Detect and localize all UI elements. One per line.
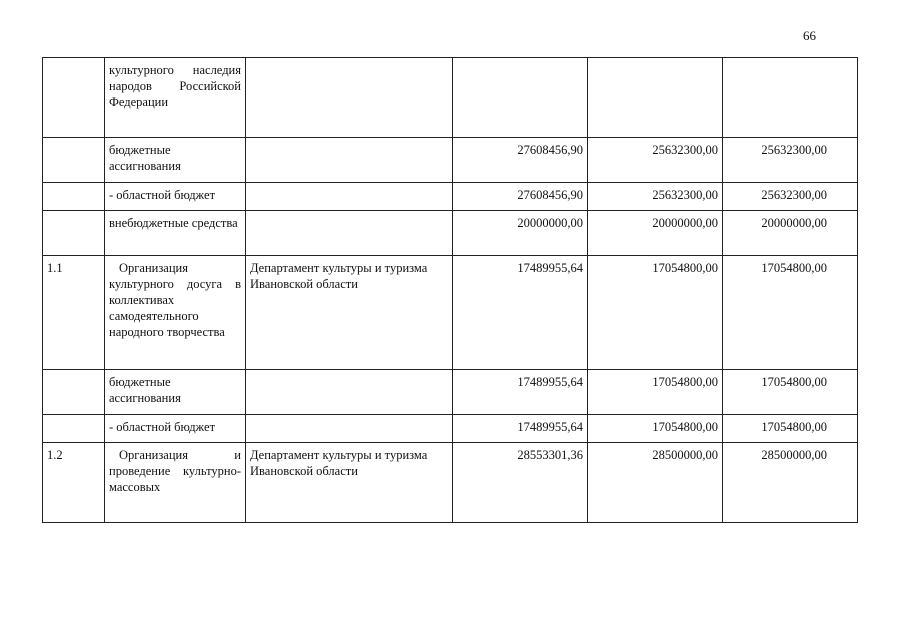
- row-value-2: [588, 58, 723, 138]
- row-value-2: 28500000,00: [588, 443, 723, 523]
- row-executor: [246, 370, 453, 415]
- row-value-1: 28553301,36: [453, 443, 588, 523]
- row-executor: Департамент культуры и туризма Ивановской области: [246, 256, 453, 370]
- row-executor: [246, 138, 453, 183]
- row-value-1: 20000000,00: [453, 211, 588, 256]
- row-name: бюджетные ассигнования: [105, 138, 246, 183]
- row-value-1: 17489955,64: [453, 256, 588, 370]
- row-value-2: 20000000,00: [588, 211, 723, 256]
- row-value-3: 17054800,00: [723, 370, 858, 415]
- row-value-2: 17054800,00: [588, 256, 723, 370]
- table-row: [43, 138, 858, 183]
- row-value-1: 17489955,64: [453, 370, 588, 415]
- table-row: [43, 211, 858, 256]
- row-executor: [246, 58, 453, 138]
- row-name: культурного наследия народов Российской Федерации: [105, 58, 246, 138]
- row-value-3: 17054800,00: [723, 256, 858, 370]
- row-value-2: 17054800,00: [588, 415, 723, 443]
- row-name: [105, 256, 246, 370]
- table-row: [43, 443, 858, 523]
- row-name-text: Организация и проведение культурно-массовых: [109, 448, 241, 494]
- table-row: [43, 58, 858, 138]
- row-index: [43, 370, 105, 415]
- row-value-1: 27608456,90: [453, 183, 588, 211]
- row-value-3: 25632300,00: [723, 138, 858, 183]
- row-value-3: [723, 58, 858, 138]
- row-value-2: 25632300,00: [588, 183, 723, 211]
- table-row: [43, 370, 858, 415]
- row-executor: Департамент культуры и туризма Ивановской области: [246, 443, 453, 523]
- row-executor: [246, 211, 453, 256]
- row-index: [43, 415, 105, 443]
- row-value-2: 25632300,00: [588, 138, 723, 183]
- row-index: 1.2: [43, 443, 105, 523]
- row-value-3: 20000000,00: [723, 211, 858, 256]
- page-number: 66: [803, 28, 816, 43]
- row-value-1: 27608456,90: [453, 138, 588, 183]
- row-name: бюджетные ассигнования: [105, 370, 246, 415]
- row-value-3: 17054800,00: [723, 415, 858, 443]
- row-value-1: [453, 58, 588, 138]
- row-index: 1.1: [43, 256, 105, 370]
- row-value-3: 28500000,00: [723, 443, 858, 523]
- row-executor: [246, 415, 453, 443]
- row-name-text: Организация культурного досуга в коллективах самодеятельного народного творчества: [109, 261, 241, 339]
- row-name: - областной бюджет: [105, 415, 246, 443]
- row-name: [105, 443, 246, 523]
- row-index: [43, 58, 105, 138]
- row-index: [43, 183, 105, 211]
- row-index: [43, 211, 105, 256]
- row-value-3: 25632300,00: [723, 183, 858, 211]
- row-name: - областной бюджет: [105, 183, 246, 211]
- table-row: [43, 183, 858, 211]
- row-value-2: 17054800,00: [588, 370, 723, 415]
- row-name: внебюджетные средства: [105, 211, 246, 256]
- table-row: [43, 256, 858, 370]
- table-row: [43, 415, 858, 443]
- row-value-1: 17489955,64: [453, 415, 588, 443]
- budget-table: [42, 57, 858, 523]
- row-index: [43, 138, 105, 183]
- row-executor: [246, 183, 453, 211]
